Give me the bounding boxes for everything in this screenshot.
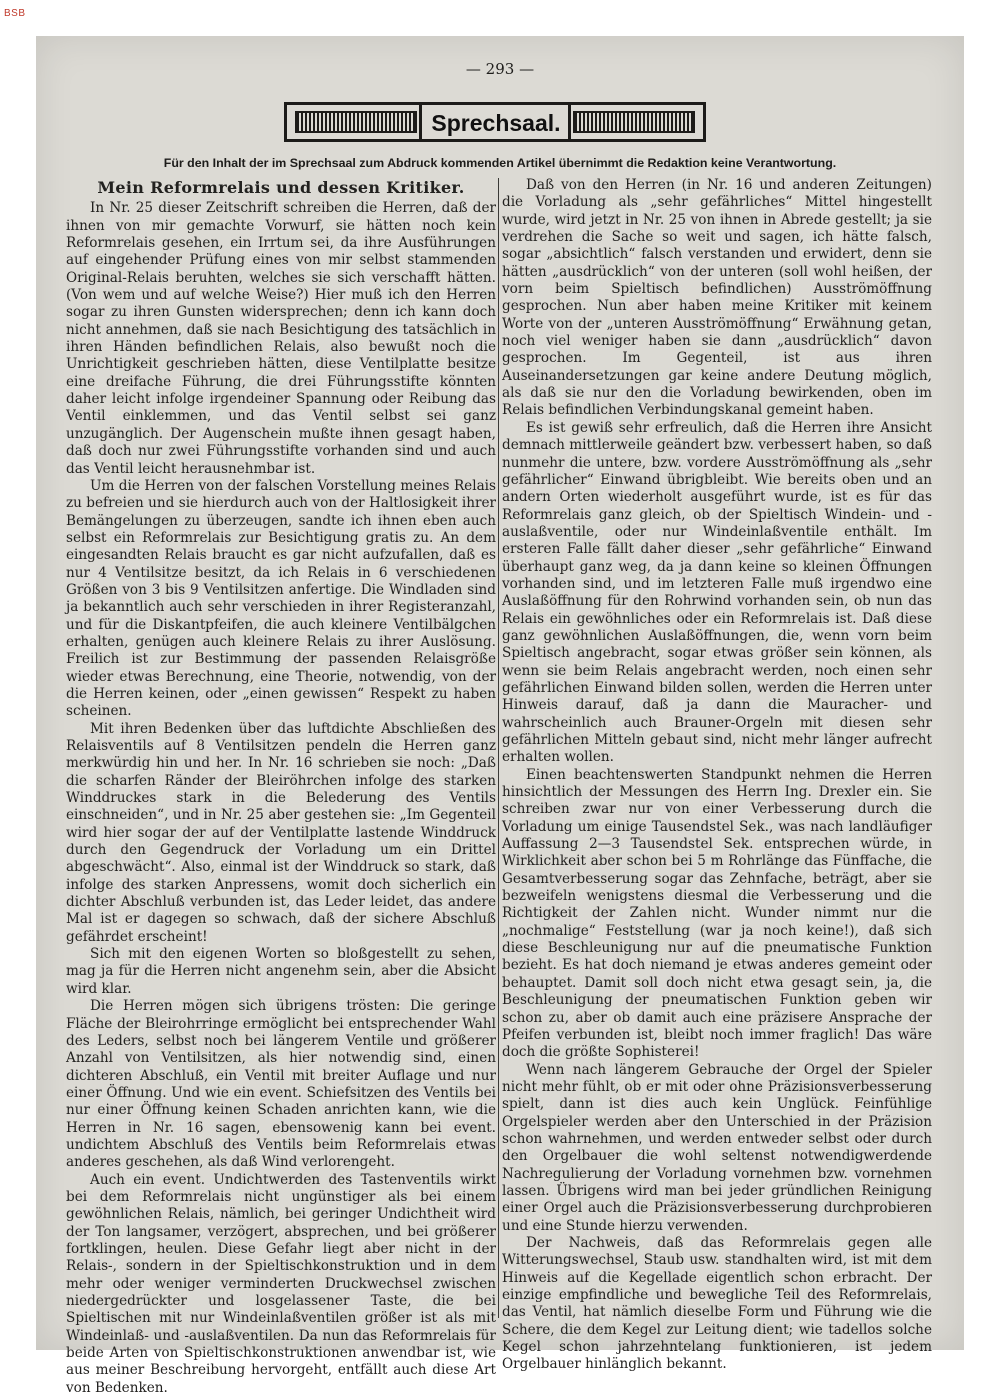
banner-divider-left xyxy=(419,105,422,139)
page-number: — 293 — xyxy=(465,60,535,78)
column-rule xyxy=(498,178,499,1318)
paragraph: Die Herren mögen sich übrigens trösten: Die geringe Fläche der Bleirohrringe ermöglicht bei entsprechender Wahl des Leders, selbst noch bei längerem Ventile und größerer Anzahl von Ventilsitzen, als hier notwendig sind, einen dichteren Abschluß, ein Ventil mit breiter Auflage und nur einer Öffnung. Und wie ein event. Schiefsitzen des Ventils bei nur einer Öffnung keinen Schaden anrichten kann, wie die Herren in Nr. 16 sagen, ebensowenig kann bei event. undichtem Abschluß des Ventils beim Reformrelais etwas anderes geschehen, als daß Wind verlorengeht. xyxy=(66,998,496,1171)
paragraph: Es ist gewiß sehr erfreulich, daß die Herren ihre Ansicht demnach mittlerweile geändert bzw. verbessert haben, so daß nunmehr die untere, bzw. vordere Ausströmöffnung als „sehr gefährlicher“ Einwand übrigbleibt. Wie bereits oben und an andern Orten wiederholt ausgeführt wurde, ist es für das Reformrelais ganz gleich, ob der Spieltisch Windein- und -auslaßventile, oder nur Windeinlaßventile enthält. Im ersteren Falle fällt daher dieser „sehr gefährliche“ Einwand überhaupt ganz weg, da ja dann keine so kleinen Öffnungen vorhanden sind, und im letzteren Falle muß irgendwo eine Auslaßöffnung für den Rohrwind vorhanden sein, ob nun das Relais ein gewöhnliches oder ein Reformrelais ist. Daß diese ganz gewöhnlichen Auslaßöffnungen, die, wenn vorn beim Spieltisch angebracht, sogar etwas größer sein können, als wenn sie beim Relais angebracht werden, noch einen sehr gefährlichen Einwand bilden sollen, werden die Herren unter Hinweis darauf, daß ja dann die Mauracher- und wahrscheinlich auch Brauner-Orgeln mit diesen sehr gefährlichen Mitteln gebaut sind, nicht mehr länger aufrecht erhalten wollen. xyxy=(502,419,932,766)
paragraph: Mit ihren Bedenken über das luftdichte Abschließen des Relaisventils auf 8 Ventilsitzen pendeln die Herren ganz merkwürdig hin und her. In Nr. 16 schrieben sie noch: „Daß die scharfen Ränder der Bleiröhrchen infolge des starken Winddruckes stark in die Belederung des Ventils einschneiden“, und in Nr. 25 aber gestehen sie: „Im Gegenteil wird hier sogar der auf der Ventilplatte lastende Winddruck durch den Gegendruck der Vorladung um ein Drittel abgeschwächt“. Also, einmal ist der Winddruck so stark, daß infolge des starken Anpressens, womit doch sicherlich ein dichter Abschluß verbunden ist, das Leder leidet, das andere Mal ist er dagegen so schwach, daß der sichere Abschluß gefährdet erscheint! xyxy=(66,720,496,945)
banner-divider-right xyxy=(568,105,571,139)
banner-ornament-right xyxy=(573,111,695,133)
paragraph: Einen beachtenswerten Standpunkt nehmen die Herren hinsichtlich der Messungen des Herrn Ing. Drexler ein. Sie schreiben zwar nur von einer Verbesserung durch die Vorladung um einige Tausendstel Sek., was nach landläufiger Auffassung 2—3 Tausendstel Sek. entsprechen würde, in Wirklichkeit aber schon bei 5 m Rohrlänge das Fünffache, die Gesamtverbesserung sogar das Zehnfache, beträgt, aber sie bezweifeln wenigstens diesmal die Verbesserung und die Richtigkeit der Zahlen nicht. Wunder nimmt nur die „nochmalige“ Feststellung (war ja noch keine!), daß sich diese Beschleunigung nur auf die pneumatische Funktion bezieht. Es hat doch niemand je etwas anderes gemeint oder behauptet. Damit soll doch nicht etwa gesagt sein, ja, die Beschleunigung der pneumatischen Funktion geben wir schon zu, aber ob damit auch eine präzisere Ansprache der Pfeifen verbunden ist, bleibt noch immer fraglich! Das wäre doch die größte Sophisterei! xyxy=(502,766,932,1061)
section-banner xyxy=(284,102,706,142)
paragraph: Auch ein event. Undichtwerden des Tastenventils wirkt bei dem Reformrelais nicht ungünstiger als bei einem gewöhnlichen Relais, nämlich, bei geringer Undichtheit wird der Ton langsamer, verzögert, absprechen, und bei größerer fortklingen, heulen. Diese Gefahr liegt aber nicht in der Relais-, sondern in der Spieltischkonstruktion und in dem mehr oder weniger verminderten Druckwechsel zwischen niedergedrückter und losgelassener Taste, die bei Spieltischen mit nur Windeinlaßventilen größer ist als mit Windeinlaß- und -auslaßventilen. Da nun das Reformrelais für beide Arten von Spieltischkonstruktionen anwendbar ist, wie aus meiner Beschreibung hervorgeht, entfällt auch diese Art von Bedenken. xyxy=(66,1171,496,1396)
article-title: Mein Reformrelais und dessen Kritiker. xyxy=(97,178,465,197)
newspaper-page xyxy=(36,36,964,1396)
paragraph: Wenn nach längerem Gebrauche der Orgel der Spieler nicht mehr fühlt, ob er mit oder ohne Präzisionsverbesserung spielt, dann ist dies auch kein Unglück. Feinfühlige Orgelspieler werden aber den Unterschied in der Präzision schon wahrnehmen, und werden entweder selbst oder durch den Orgelbauer die wohl seltenst notwendigwerdende Nachregulierung der Vorladung vornehmen bzw. vornehmen lassen. Übrigens wird man bei jeder gründlichen Reinigung einer Orgel auch die Präzisionsverbesserung durchprobieren und eine Stunde hierzu verwenden. xyxy=(502,1061,932,1234)
library-stamp: BSB xyxy=(4,8,26,19)
paragraph: Um die Herren von der falschen Vorstellung meines Relais zu befreien und sie hierdurch auch von der Haltlosigkeit ihrer Bemängelungen zu überzeugen, sandte ich ihnen eben auch selbst ein Reformrelais zur Besichtigung gratis zu. An dem eingesandten Relais braucht es gar nicht aufzufallen, daß es nur 4 Ventilsitze besitzt, da ich Relais in 6 verschiedenen Größen von 3 bis 9 Ventilsitzen anfertige. Die Windladen sind ja bekanntlich auch sehr verschieden in ihrer Registeranzahl, und für die Diskantpfeifen, die auch kleinere Ventilbälgchen erhalten, genügen auch kleinere Relais zu ihrer Auslösung. Freilich ist zur Bestimmung der passenden Relaisgröße wieder etwas Berechnung, eine Theorie, notwendig, von der die Herren keinen, oder „einen gewissen“ Respekt zu haben scheinen. xyxy=(66,477,496,720)
section-title: Sprechsaal. xyxy=(423,109,569,137)
paragraph: Daß von den Herren (in Nr. 16 und anderen Zeitungen) die Vorladung als „sehr gefährliches“ Mittel hingestellt wurde, wird jetzt in Nr. 25 von ihnen in Abrede gestellt; ja sie verdrehen die Sache so weit und sagen, ich hätte falsch, sogar „absichtlich“ falsch verstanden und erwidert, denn sie hätten „ausdrücklich“ von der unteren (soll wohl heißen, der vorn beim Spieltisch befindlichen) Ausströmöffnung gesprochen. Nun aber haben meine Kritiker mit keinem Worte von der „unteren Ausströmöffnung“ Erwähnung getan, noch viel weniger haben sie dann „ausdrücklich“ davon gesprochen. Im Gegenteil, ist aus ihren Auseinandersetzungen gar keine andere Deutung möglich, als daß sie nur den die Vorladung bewirkenden, oben im Relais befindlichen Verbindungskanal gemeint haben. xyxy=(502,177,932,419)
paragraph: Sich mit den eigenen Worten so bloßgestellt zu sehen, mag ja für die Herren nicht angenehm sein, aber die Absicht wird klar. xyxy=(66,946,496,997)
editorial-disclaimer: Für den Inhalt der im Sprechsaal zum Abdruck kommenden Artikel übernimmt die Redaktion keine Verantwortung. xyxy=(163,156,837,170)
paragraph: Der Nachweis, daß das Reformrelais gegen alle Witterungswechsel, Staub usw. standhalten wird, ist mit dem Hinweis auf die Kegellade eigentlich schon erbracht. Der einzige empfindliche und bewegliche Teil des Reformrelais, das Ventil, hat nämlich dieselbe Form und Führung wie die Schere, die dem Kegel zur Leitung dient; wie tadellos solche Kegel schon jahrzehntelang funktionieren, ist jedem Orgelbauer hinlänglich bekannt. xyxy=(502,1234,932,1373)
paragraph: In Nr. 25 dieser Zeitschrift schreiben die Herren, daß der ihnen von mir gemachte Vorwurf, sie hätten noch kein Reformrelais gesehen, ein Irrtum sei, da ihre Ausführungen auf eingehender Prüfung eines von mir selbst stammenden Original-Relais beruhten, welches sie sich verschafft hätten. (Von wem und auf welche Weise?) Hier muß ich den Herren sogar zu ihren Gunsten widersprechen; denn ich kann doch nicht annehmen, daß sie nach Besichtigung des tatsächlich in ihren Händen befindlichen Relais, also bewußt noch die Unrichtigkeit geschrieben hätten, diese Ventilplatte besitze eine dreifache Führung, die drei Führungsstifte könnten daher leicht infolge irgendeiner Spannung oder Reibung das Ventil einklemmen, und das Ventil selbst sei ganz unzugänglich. Der Augenschein mußte ihnen gesagt haben, daß doch nur zwei Führungsstifte vorhanden sind und auch das Ventil leicht herausnehmbar ist. xyxy=(66,200,496,477)
left-column xyxy=(66,177,496,1397)
right-column xyxy=(502,177,932,1374)
banner-ornament-left xyxy=(295,111,417,133)
